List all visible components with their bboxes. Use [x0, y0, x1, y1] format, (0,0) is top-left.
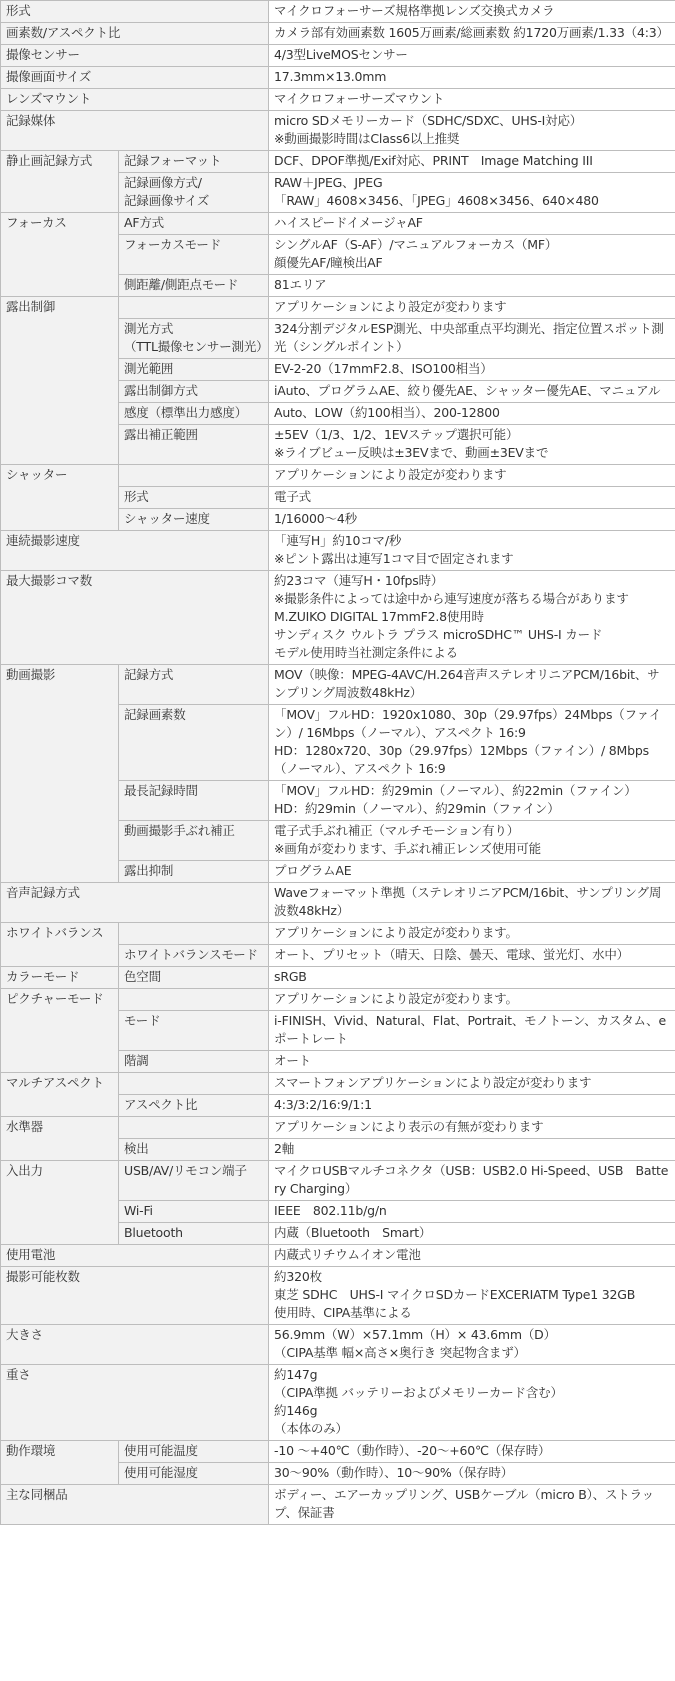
spec-category-label: 最大撮影コマ数	[1, 571, 269, 665]
spec-category-label: 音声記録方式	[1, 883, 269, 923]
spec-value	[269, 1325, 675, 1365]
spec-value	[269, 967, 675, 989]
spec-value-line: 約320枚	[274, 1269, 322, 1284]
spec-value	[269, 319, 675, 359]
spec-value-line: ±5EV（1/3、1/2、1EVステップ選択可能）	[274, 427, 519, 442]
spec-category-label: 撮影可能枚数	[1, 1267, 269, 1325]
spec-row	[1, 151, 675, 173]
spec-value	[269, 821, 675, 861]
spec-value-line: 電子式手ぶれ補正（マルチモーション有り）	[274, 823, 520, 838]
spec-row	[1, 1117, 675, 1139]
spec-row	[1, 883, 675, 923]
spec-subcategory-label	[119, 1441, 269, 1463]
spec-row	[1, 571, 675, 665]
spec-row	[1, 1365, 675, 1441]
spec-value-line: 1/16000～4秒	[274, 511, 357, 526]
spec-value-line: アプリケーションにより設定が変わります	[274, 299, 507, 314]
spec-value	[269, 1139, 675, 1161]
spec-value-line: i-FINISH、Vivid、Natural、Flat、Portrait、モノトーン、カスタム、eポートレート	[274, 1013, 666, 1046]
spec-value	[269, 1245, 675, 1267]
spec-category-label: ホワイトバランス	[1, 923, 119, 967]
spec-value	[269, 861, 675, 883]
spec-subcategory-label	[119, 297, 269, 319]
spec-category-label: シャッター	[1, 465, 119, 531]
spec-value-line: DCF、DPOF準拠/Exif対応、PRINT Image Matching III	[274, 153, 593, 168]
spec-value	[269, 151, 675, 173]
spec-value-line: micro SDメモリーカード（SDHC/SDXC、UHS-I対応）	[274, 113, 583, 128]
spec-value-line: 324分割デジタルESP測光、中央部重点平均測光、指定位置スポット測光（シングルポイント）	[274, 321, 664, 354]
spec-subcategory-text: 色空間	[124, 969, 161, 984]
spec-value-line: スマートフォンアプリケーションにより設定が変わります	[274, 1075, 592, 1090]
spec-value-line: ボディー、エアーカップリング、USBケーブル（micro B）、ストラップ、保証書	[274, 1487, 654, 1520]
spec-value	[269, 883, 675, 923]
spec-value-line: 内蔵式リチウムイオン電池	[274, 1247, 421, 1262]
spec-subcategory-text: 測光方式 （TTL撮像センサー測光）	[124, 321, 269, 354]
spec-subcategory-label	[119, 173, 269, 213]
spec-value-line: ※動画撮影時間はClass6以上推奨	[274, 131, 460, 146]
spec-subcategory-text: 感度（標準出力感度）	[124, 405, 248, 420]
spec-value-line: 4/3型LiveMOSセンサー	[274, 47, 408, 62]
spec-category-label: 動作環境	[1, 1441, 119, 1485]
spec-subcategory-label	[119, 861, 269, 883]
spec-category-label: ピクチャーモード	[1, 989, 119, 1073]
spec-value	[269, 213, 675, 235]
spec-row	[1, 1267, 675, 1325]
spec-value	[269, 1223, 675, 1245]
spec-value-line: 「MOV」フルHD：1920x1080、30p（29.97fps）24Mbps（ファイン）/ 16Mbps（ノーマル）、アスペクト 16:9	[274, 707, 662, 740]
spec-subcategory-label	[119, 487, 269, 509]
spec-category-label: カラーモード	[1, 967, 119, 989]
spec-row	[1, 531, 675, 571]
spec-value	[269, 67, 675, 89]
spec-subcategory-text: 使用可能湿度	[124, 1465, 198, 1480]
spec-value-line: iAuto、プログラムAE、絞り優先AE、シャッター優先AE、マニュアル	[274, 383, 661, 398]
spec-value-line: マイクロフォーサーズ規格準拠レンズ交換式カメラ	[274, 3, 555, 18]
spec-row	[1, 89, 675, 111]
spec-subcategory-label	[119, 1463, 269, 1485]
spec-subcategory-text: 測光範囲	[124, 361, 174, 376]
spec-value-line: 17.3mm×13.0mm	[274, 69, 387, 84]
spec-value	[269, 89, 675, 111]
spec-value	[269, 23, 675, 45]
spec-value-line: RAW＋JPEG、JPEG	[274, 175, 383, 190]
spec-value	[269, 1463, 675, 1485]
spec-value	[269, 297, 675, 319]
spec-subcategory-label	[119, 213, 269, 235]
spec-subcategory-text: 露出制御方式	[124, 383, 198, 398]
spec-value-line: 4:3/3:2/16:9/1:1	[274, 1097, 372, 1112]
spec-subcategory-label	[119, 1117, 269, 1139]
spec-subcategory-text: ホワイトバランスモード	[124, 947, 258, 962]
spec-value-line: 約146g	[274, 1403, 318, 1418]
spec-subcategory-label	[119, 705, 269, 781]
spec-value	[269, 1485, 675, 1525]
spec-value-line: 「連写H」約10コマ/秒	[274, 533, 402, 548]
spec-subcategory-text: 側距離/側距点モード	[124, 277, 239, 292]
spec-value	[269, 781, 675, 821]
spec-value-line: 電子式	[274, 489, 311, 504]
spec-value	[269, 1073, 675, 1095]
spec-subcategory-label	[119, 1051, 269, 1073]
spec-category-label: 主な同梱品	[1, 1485, 269, 1525]
spec-value-line: オート	[274, 1053, 311, 1068]
spec-subcategory-label	[119, 1201, 269, 1223]
spec-value	[269, 509, 675, 531]
spec-subcategory-label	[119, 1011, 269, 1051]
spec-value	[269, 923, 675, 945]
spec-row	[1, 989, 675, 1011]
spec-row	[1, 1245, 675, 1267]
spec-value	[269, 359, 675, 381]
spec-value	[269, 1095, 675, 1117]
spec-value	[269, 1011, 675, 1051]
spec-value	[269, 1117, 675, 1139]
spec-value	[269, 531, 675, 571]
spec-subcategory-label	[119, 989, 269, 1011]
spec-value	[269, 381, 675, 403]
spec-value-line: 約23コマ（連写H・10fps時）	[274, 573, 444, 588]
spec-subcategory-label	[119, 781, 269, 821]
spec-value-line: 内蔵（Bluetooth Smart）	[274, 1225, 432, 1240]
spec-value-line: 56.9mm（W）×57.1mm（H）× 43.6mm（D）	[274, 1327, 556, 1342]
spec-value-line: ※撮影条件によっては途中から連写速度が落ちる場合があります	[274, 591, 629, 606]
spec-value-line: ※ライブビュー反映は±3EVまで、動画±3EVまで	[274, 445, 549, 460]
spec-row	[1, 967, 675, 989]
spec-subcategory-label	[119, 821, 269, 861]
spec-value-line: （CIPA基準 幅×高さ×奥行き 突起物含まず）	[274, 1345, 526, 1360]
spec-category-label: マルチアスペクト	[1, 1073, 119, 1117]
spec-value-line: IEEE 802.11b/g/n	[274, 1203, 387, 1218]
spec-value	[269, 705, 675, 781]
spec-value	[269, 487, 675, 509]
spec-category-label: 使用電池	[1, 1245, 269, 1267]
spec-value	[269, 1201, 675, 1223]
spec-subcategory-label	[119, 509, 269, 531]
spec-table-body	[1, 1, 675, 1525]
spec-category-label: 大きさ	[1, 1325, 269, 1365]
spec-value	[269, 1051, 675, 1073]
spec-row	[1, 45, 675, 67]
spec-subcategory-text: シャッター速度	[124, 511, 210, 526]
spec-value-line: M.ZUIKO DIGITAL 17mmF2.8使用時	[274, 609, 484, 624]
spec-subcategory-text: 最長記録時間	[124, 783, 198, 798]
spec-subcategory-text: 記録画像方式/ 記録画像サイズ	[124, 175, 210, 208]
spec-subcategory-text: 階調	[124, 1053, 149, 1068]
spec-row	[1, 297, 675, 319]
spec-value-line: モデル使用時当社測定条件による	[274, 645, 458, 660]
spec-row	[1, 923, 675, 945]
spec-subcategory-label	[119, 403, 269, 425]
spec-subcategory-label	[119, 967, 269, 989]
spec-row	[1, 1441, 675, 1463]
spec-subcategory-label	[119, 425, 269, 465]
spec-value	[269, 665, 675, 705]
spec-subcategory-label	[119, 665, 269, 705]
spec-value	[269, 1, 675, 23]
spec-subcategory-label	[119, 1223, 269, 1245]
spec-subcategory-text: 記録フォーマット	[124, 153, 222, 168]
spec-value-line: HD：約29min（ノーマル）、約29min（ファイン）	[274, 801, 560, 816]
spec-subcategory-label	[119, 235, 269, 275]
spec-subcategory-text: 露出補正範囲	[124, 427, 198, 442]
spec-subcategory-text: フォーカスモード	[124, 237, 222, 252]
spec-value-line: 東芝 SDHC UHS-I マイクロSDカードEXCERIATM Type1 32GB	[274, 1287, 636, 1302]
spec-value-line: マイクロUSBマルチコネクタ（USB：USB2.0 Hi-Speed、USB Battery Charging）	[274, 1163, 669, 1196]
spec-row	[1, 1485, 675, 1525]
spec-category-label: 連続撮影速度	[1, 531, 269, 571]
spec-value-line: EV-2-20（17mmF2.8、ISO100相当）	[274, 361, 493, 376]
spec-category-label: 画素数/アスペクト比	[1, 23, 269, 45]
spec-subcategory-text: AF方式	[124, 215, 164, 230]
spec-subcategory-label	[119, 359, 269, 381]
spec-category-label: 記録媒体	[1, 111, 269, 151]
spec-value-line: 使用時、CIPA基準による	[274, 1305, 412, 1320]
spec-category-label: フォーカス	[1, 213, 119, 297]
spec-value-line: マイクロフォーサーズマウント	[274, 91, 445, 106]
spec-row	[1, 1, 675, 23]
spec-value-line: アプリケーションにより設定が変わります。	[274, 925, 518, 940]
spec-subcategory-text: Wi-Fi	[124, 1203, 153, 1218]
spec-value-line: （CIPA準拠 バッテリーおよびメモリーカード含む）	[274, 1385, 563, 1400]
spec-subcategory-label	[119, 151, 269, 173]
spec-value	[269, 111, 675, 151]
spec-value-line: 「MOV」フルHD：約29min（ノーマル）、約22min（ファイン）	[274, 783, 637, 798]
spec-value-line: 2軸	[274, 1141, 295, 1156]
spec-subcategory-text: Bluetooth	[124, 1225, 183, 1240]
spec-value-line: -10 ～+40℃（動作時）、-20～+60℃（保存時）	[274, 1443, 551, 1458]
spec-row	[1, 1161, 675, 1201]
spec-value-line: 約147g	[274, 1367, 318, 1382]
spec-category-label: 撮像画面サイズ	[1, 67, 269, 89]
spec-value-line: 81エリア	[274, 277, 327, 292]
spec-subcategory-text: 使用可能温度	[124, 1443, 198, 1458]
spec-row	[1, 23, 675, 45]
spec-value-line: アプリケーションにより設定が変わります。	[274, 991, 518, 1006]
spec-category-label: 形式	[1, 1, 269, 23]
spec-value	[269, 173, 675, 213]
spec-subcategory-text: 検出	[124, 1141, 149, 1156]
spec-value	[269, 945, 675, 967]
spec-subcategory-text: 形式	[124, 489, 149, 504]
spec-subcategory-text: USB/AV/リモコン端子	[124, 1163, 247, 1178]
spec-value-line: ※ピント露出は連写1コマ目で固定されます	[274, 551, 514, 566]
spec-value-line: オート、プリセット（晴天、日陰、曇天、電球、蛍光灯、水中）	[274, 947, 629, 962]
spec-value	[269, 403, 675, 425]
spec-value-line: アプリケーションにより設定が変わります	[274, 467, 507, 482]
spec-subcategory-label	[119, 1139, 269, 1161]
spec-category-label: 露出制御	[1, 297, 119, 465]
spec-subcategory-label	[119, 465, 269, 487]
spec-value	[269, 235, 675, 275]
spec-category-label: 静止画記録方式	[1, 151, 119, 213]
spec-value	[269, 45, 675, 67]
spec-value-line: Waveフォーマット準拠（ステレオリニアPCM/16bit、サンプリング周波数48kHz）	[274, 885, 662, 918]
spec-value-line: （本体のみ）	[274, 1421, 348, 1436]
spec-value-line: 顔優先AF/瞳検出AF	[274, 255, 383, 270]
spec-value	[269, 1267, 675, 1325]
spec-value-line: sRGB	[274, 969, 307, 984]
spec-subcategory-text: 記録画素数	[124, 707, 186, 722]
spec-subcategory-label	[119, 923, 269, 945]
spec-value	[269, 1161, 675, 1201]
spec-category-label: 動画撮影	[1, 665, 119, 883]
spec-row	[1, 67, 675, 89]
spec-row	[1, 665, 675, 705]
spec-value-line: ※画角が変わります、手ぶれ補正レンズ使用可能	[274, 841, 541, 856]
spec-subcategory-label	[119, 1161, 269, 1201]
spec-subcategory-label	[119, 275, 269, 297]
spec-subcategory-text: アスペクト比	[124, 1097, 198, 1112]
spec-subcategory-text: 記録方式	[124, 667, 174, 682]
spec-value-line: 30～90%（動作時）、10～90%（保存時）	[274, 1465, 514, 1480]
spec-category-label: 入出力	[1, 1161, 119, 1245]
spec-category-label: 重さ	[1, 1365, 269, 1441]
spec-row	[1, 213, 675, 235]
spec-value-line: ハイスピードイメージャAF	[274, 215, 423, 230]
spec-row	[1, 1073, 675, 1095]
spec-value	[269, 571, 675, 665]
spec-value-line: サンディスク ウルトラ プラス microSDHC™ UHS-I カード	[274, 627, 603, 642]
spec-subcategory-label	[119, 319, 269, 359]
spec-value-line: Auto、LOW（約100相当）、200-12800	[274, 405, 500, 420]
spec-value	[269, 989, 675, 1011]
spec-value-line: MOV（映像：MPEG-4AVC/H.264音声ステレオリニアPCM/16bit、サンプリング周波数48kHz）	[274, 667, 660, 700]
spec-value	[269, 425, 675, 465]
spec-value-line: カメラ部有効画素数 1605万画素/総画素数 約1720万画素/1.33（4:3）	[274, 25, 669, 40]
spec-subcategory-text: 動画撮影手ぶれ補正	[124, 823, 235, 838]
spec-row	[1, 1325, 675, 1365]
spec-subcategory-label	[119, 945, 269, 967]
spec-row	[1, 111, 675, 151]
spec-subcategory-text: 露出抑制	[124, 863, 174, 878]
spec-value-line: 「RAW」4608×3456、「JPEG」4608×3456、640×480	[274, 193, 599, 208]
spec-value	[269, 1441, 675, 1463]
spec-subcategory-label	[119, 381, 269, 403]
spec-subcategory-text: モード	[124, 1013, 161, 1028]
spec-value	[269, 275, 675, 297]
spec-value-line: HD：1280x720、30p（29.97fps）12Mbps（ファイン）/ 8Mbps（ノーマル）、アスペクト 16:9	[274, 743, 649, 776]
spec-subcategory-label	[119, 1073, 269, 1095]
spec-value	[269, 465, 675, 487]
spec-value	[269, 1365, 675, 1441]
spec-row	[1, 465, 675, 487]
spec-category-label: 撮像センサー	[1, 45, 269, 67]
spec-value-line: シングルAF（S-AF）/マニュアルフォーカス（MF）	[274, 237, 558, 252]
spec-category-label: レンズマウント	[1, 89, 269, 111]
spec-subcategory-label	[119, 1095, 269, 1117]
spec-value-line: アプリケーションにより表示の有無が変わります	[274, 1119, 544, 1134]
spec-category-label: 水準器	[1, 1117, 119, 1161]
spec-value-line: プログラムAE	[274, 863, 352, 878]
